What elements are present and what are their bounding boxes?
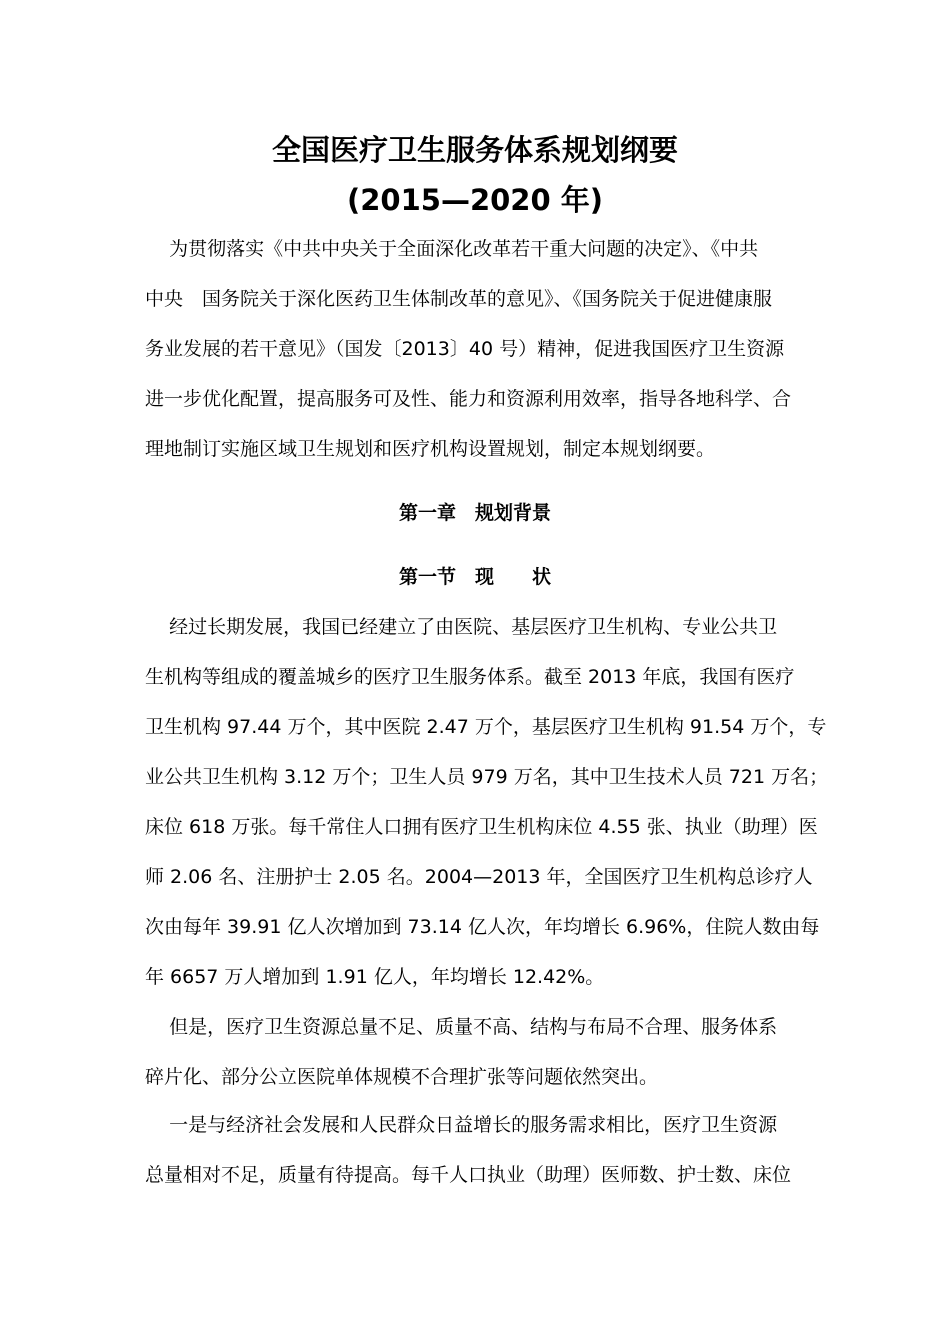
- document-title: 全国医疗卫生服务体系规划纲要: [271, 133, 678, 167]
- section-heading: 第一节 现 状: [398, 566, 551, 588]
- paragraph-line: 理地制订实施区域卫生规划和医疗机构设置规划，制定本规划纲要。: [145, 438, 716, 460]
- paragraph-line: 务业发展的若干意见》（国发〔2013〕40 号）精神，促进我国医疗卫生资源: [145, 338, 785, 360]
- paragraph-line: 业公共卫生机构 3.12 万个；卫生人员 979 万名，其中卫生技术人员 721 万名；: [145, 766, 829, 788]
- paragraph-line: 为贯彻落实《中共中央关于全面深化改革若干重大问题的决定》、《中共: [145, 238, 759, 260]
- paragraph-line: 师 2.06 名、注册护士 2.05 名。2004—2013 年，全国医疗卫生机构总诊疗人: [145, 866, 813, 888]
- paragraph-line: 床位 618 万张。每千常住人口拥有医疗卫生机构床位 4.55 张、执业（助理）医: [145, 816, 818, 838]
- paragraph-line: 一是与经济社会发展和人民群众日益增长的服务需求相比，医疗卫生资源: [145, 1114, 778, 1136]
- document-title-years: (2015—2020 年): [346, 183, 604, 217]
- paragraph-line: 中央 国务院关于深化医药卫生体制改革的意见》、《国务院关于促进健康服: [145, 288, 773, 310]
- paragraph-line: 次由每年 39.91 亿人次增加到 73.14 亿人次，年均增长 6.96%，住院人数由每: [145, 916, 820, 938]
- problems-paragraph: [145, 1002, 805, 1102]
- paragraph-line: 经过长期发展，我国已经建立了由医院、基层医疗卫生机构、专业公共卫: [145, 616, 778, 638]
- paragraph-line: 卫生机构 97.44 万个，其中医院 2.47 万个，基层医疗卫生机构 91.54 万个，专: [145, 716, 827, 738]
- paragraph-line: 进一步优化配置，提高服务可及性、能力和资源利用效率，指导各地科学、合: [145, 388, 792, 410]
- paragraph-line: 生机构等组成的覆盖城乡的医疗卫生服务体系。截至 2013 年底，我国有医疗: [145, 666, 795, 688]
- paragraph-line: 但是，医疗卫生资源总量不足、质量不高、结构与布局不合理、服务体系: [145, 1016, 778, 1038]
- paragraph-line: 总量相对不足，质量有待提高。每千人口执业（助理）医师数、护士数、床位: [145, 1164, 792, 1186]
- status-paragraph: [145, 602, 829, 1002]
- paragraph-line: 碎片化、部分公立医院单体规模不合理扩张等问题依然突出。: [145, 1066, 659, 1088]
- paragraph-line: 年 6657 万人增加到 1.91 亿人，年均增长 12.42%。: [145, 966, 605, 988]
- intro-paragraph: [145, 224, 805, 474]
- chapter-heading: 第一章 规划背景: [398, 502, 551, 524]
- resource-shortage-paragraph: [145, 1100, 805, 1200]
